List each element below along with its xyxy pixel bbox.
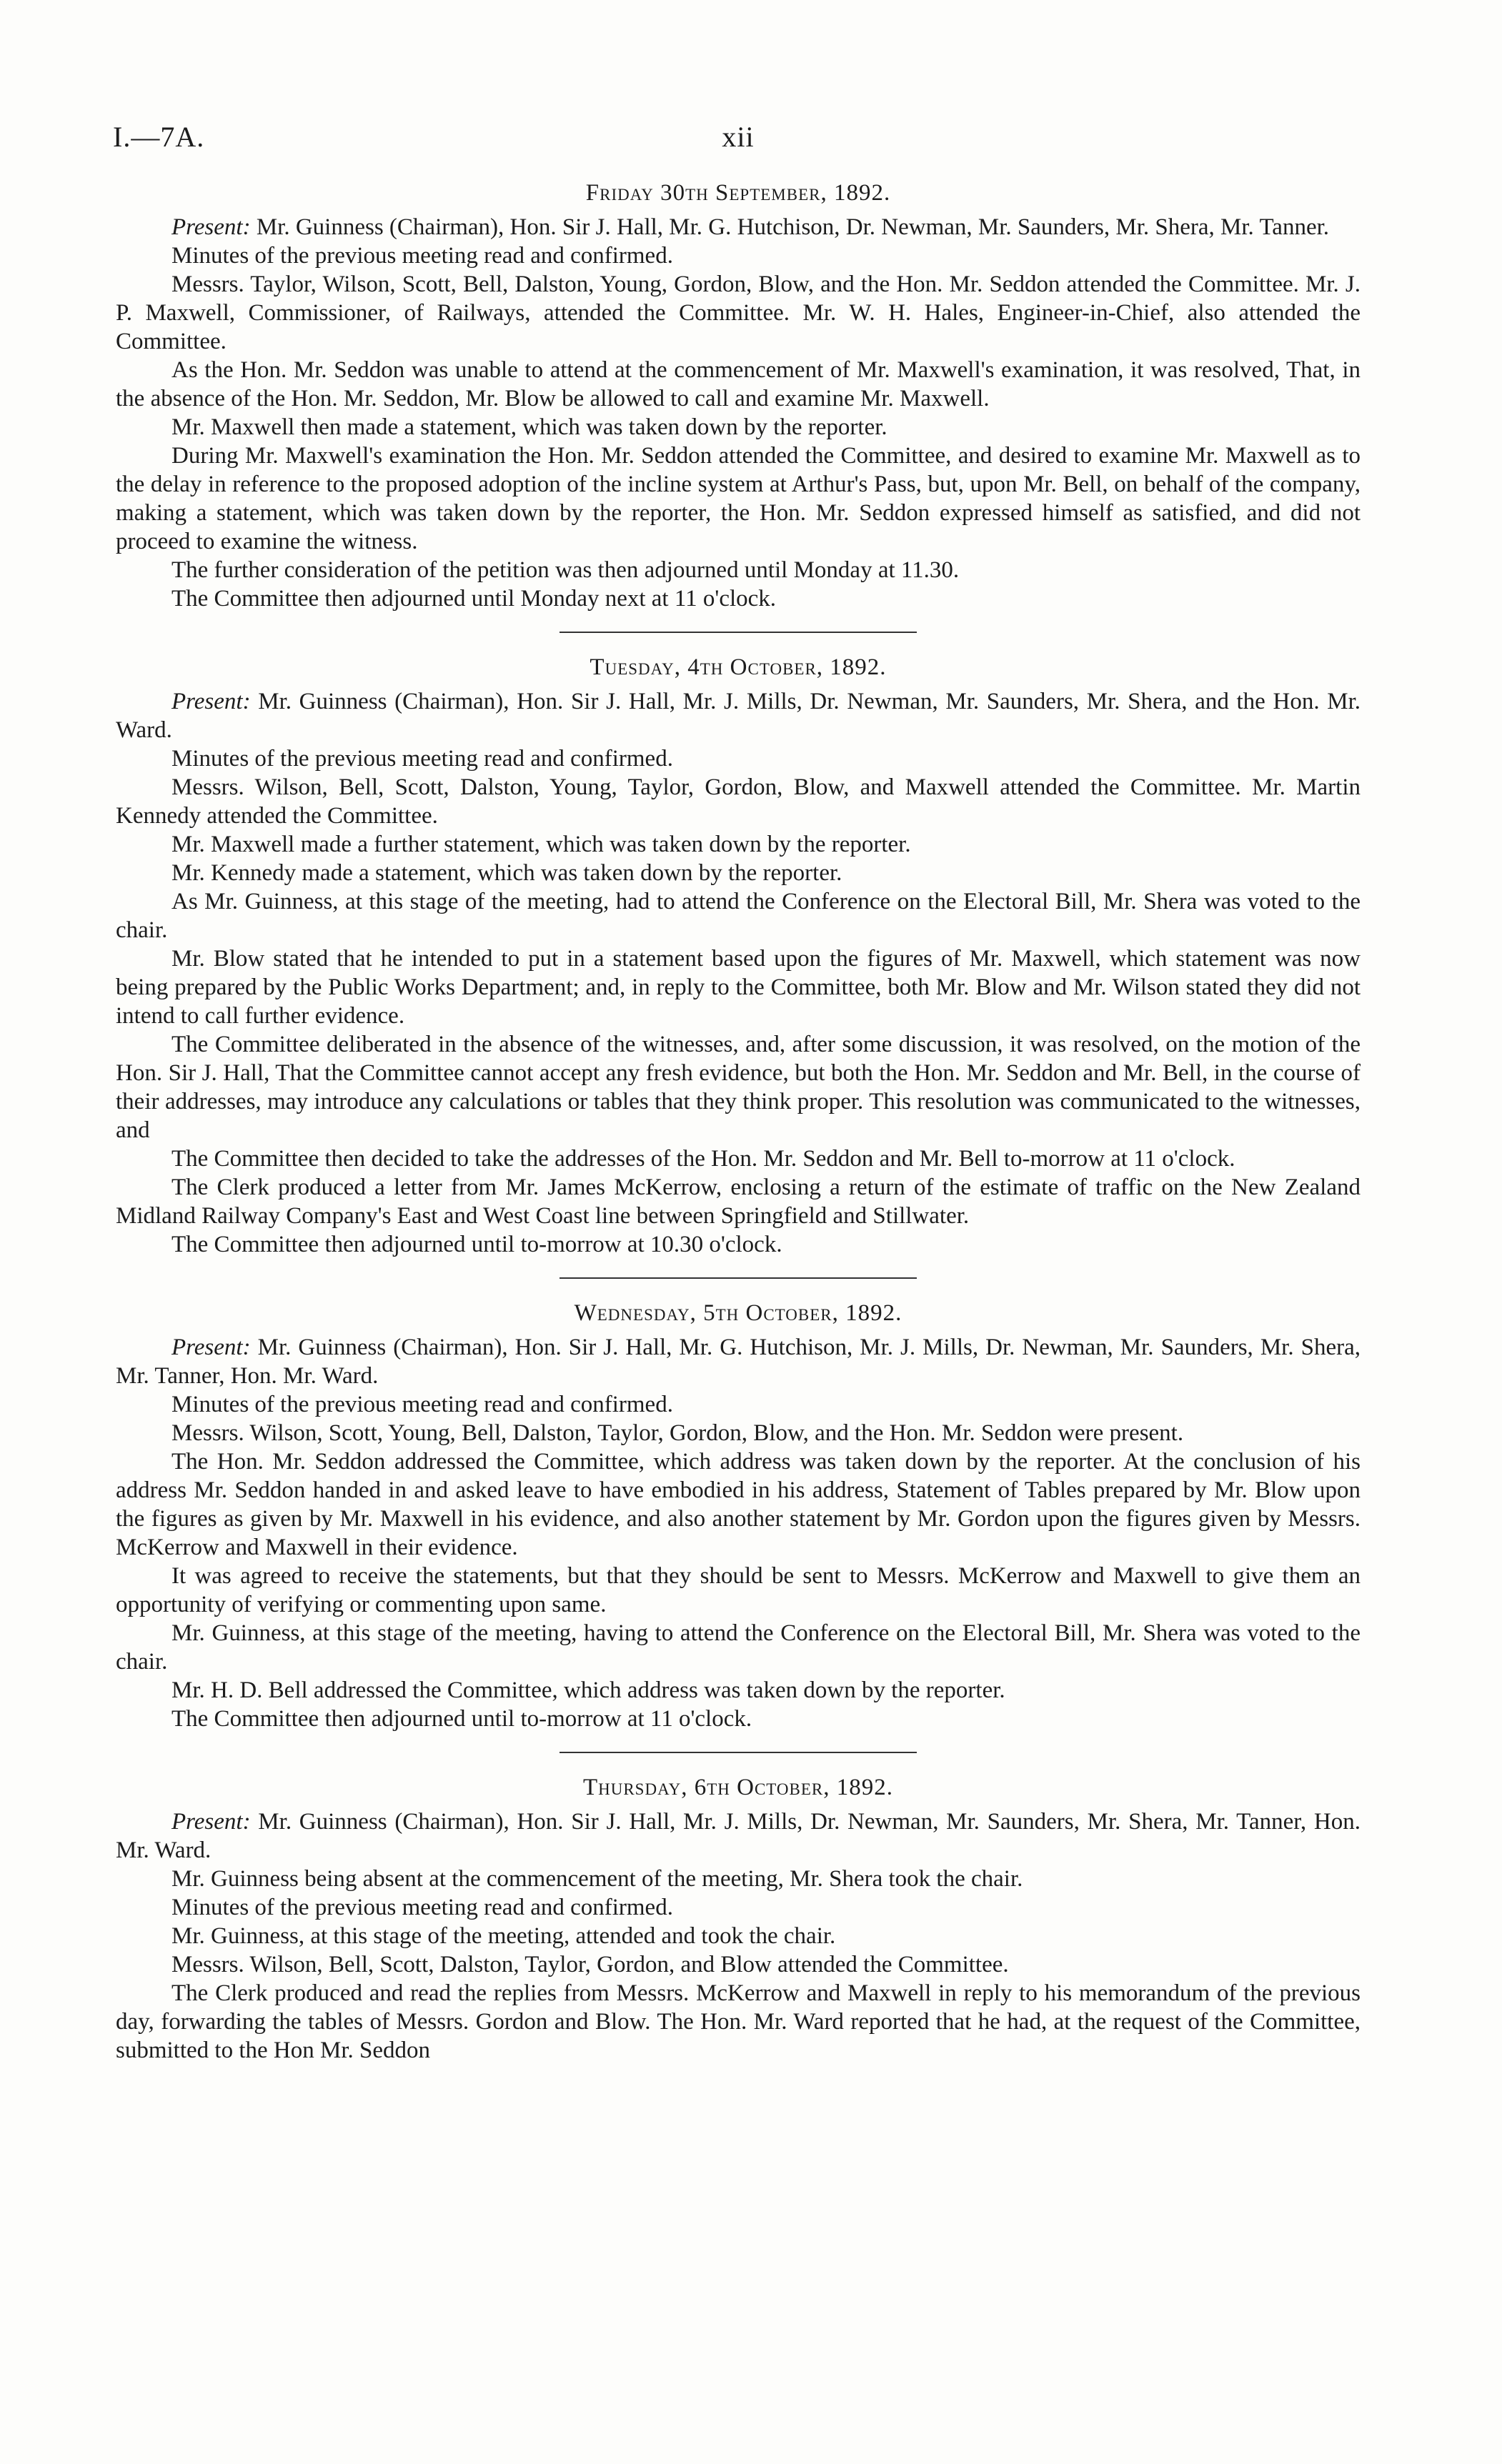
present-line: [116, 687, 1361, 744]
minutes-paragraph: Messrs. Wilson, Bell, Scott, Dalston, Taylor, Gordon, and Blow attended the Committee.: [171, 1952, 1009, 1977]
minutes-paragraph: The Committee deliberated in the absence of the witnesses, and, after some discussion, it was resolved, on the motion of the Hon. Sir J. Hall, That the Committee cannot accept any fresh evidence, but both the Hon. Mr. Seddon and Mr. Bell, in the course of their addresses, may introduce any calculations or tables that they think proper. This resolution was communicated to the witnesses, and: [116, 1032, 1361, 1143]
minutes-section-thursday: [116, 1773, 1361, 2065]
minutes-paragraph: Mr. Maxwell made a further statement, which was taken down by the reporter.: [171, 832, 911, 857]
minutes-section-wednesday: [116, 1299, 1361, 1733]
present-line: [116, 1807, 1361, 1865]
minutes-paragraph: Messrs. Wilson, Bell, Scott, Dalston, Young, Taylor, Gordon, Blow, and Maxwell attended the Committee. Mr. Martin Kennedy attended the Committee.: [116, 774, 1361, 829]
present-members: Mr. Guinness (Chairman), Hon. Sir J. Hall, Mr. J. Mills, Dr. Newman, Mr. Saunders, Mr. Shera, Mr. Tanner, Hon. Mr. Ward.: [116, 1809, 1361, 1863]
present-label: Present:: [171, 1335, 251, 1360]
minutes-paragraph: As the Hon. Mr. Seddon was unable to attend at the commencement of Mr. Maxwell's examination, it was resolved, That, in the absence of the Hon. Mr. Seddon, Mr. Blow be allowed to call and examine Mr. Maxwell.: [116, 357, 1361, 412]
present-label: Present:: [171, 214, 251, 240]
minutes-paragraph: Mr. Maxwell then made a statement, which was taken down by the reporter.: [171, 414, 887, 440]
present-members: Mr. Guinness (Chairman), Hon. Sir J. Hall, Mr. G. Hutchison, Dr. Newman, Mr. Saunders, Mr. Shera, Mr. Tanner.: [250, 214, 1330, 240]
minutes-body: [116, 179, 1361, 2065]
minutes-paragraph: Minutes of the previous meeting read and confirmed.: [171, 746, 673, 772]
present-label: Present:: [171, 1809, 251, 1835]
minutes-paragraph: As Mr. Guinness, at this stage of the meeting, had to attend the Conference on the Electoral Bill, Mr. Shera was voted to the chair.: [116, 889, 1361, 943]
minutes-paragraph: Minutes of the previous meeting read and confirmed.: [171, 1895, 673, 1920]
minutes-paragraph: The further consideration of the petition was then adjourned until Monday at 11.30.: [171, 557, 960, 583]
present-line: [116, 1333, 1361, 1390]
minutes-section-tuesday: [116, 653, 1361, 1259]
section-date-heading: Tuesday, 4th October, 1892.: [590, 654, 887, 680]
minutes-paragraph: The Committee then adjourned until Monday next at 11 o'clock.: [171, 586, 777, 612]
section-date-heading: Friday 30th September, 1892.: [585, 180, 891, 206]
minutes-paragraph: During Mr. Maxwell's examination the Hon. Mr. Seddon attended the Committee, and desired to examine Mr. Maxwell as to the delay in reference to the proposed adoption of the incline system at Arthur's Pass, but, upon Mr. Bell, on behalf of the company, making a statement, which was taken down by the reporter, the Hon. Mr. Seddon expressed himself as satisfied, and did not proceed to examine the witness.: [116, 443, 1361, 554]
minutes-paragraph: Messrs. Wilson, Scott, Young, Bell, Dalston, Taylor, Gordon, Blow, and the Hon. Mr. Seddon were present.: [171, 1420, 1184, 1446]
present-line: [116, 213, 1361, 241]
minutes-paragraph: Mr. H. D. Bell addressed the Committee, which address was taken down by the reporter.: [171, 1677, 1005, 1703]
minutes-paragraph: Minutes of the previous meeting read and confirmed.: [171, 1392, 673, 1417]
minutes-paragraph: It was agreed to receive the statements, but that they should be sent to Messrs. McKerrow and Maxwell to give them an opportunity of verifying or commenting upon same.: [116, 1563, 1361, 1617]
minutes-section-friday: [116, 179, 1361, 613]
present-label: Present:: [171, 689, 251, 714]
minutes-paragraph: Minutes of the previous meeting read and confirmed.: [171, 243, 673, 269]
section-date-heading: Wednesday, 5th October, 1892.: [574, 1300, 902, 1326]
minutes-paragraph: Mr. Guinness, at this stage of the meeting, attended and took the chair.: [171, 1923, 836, 1949]
minutes-paragraph: The Clerk produced and read the replies from Messrs. McKerrow and Maxwell in reply to his memorandum of the previous day, forwarding the tables of Messrs. Gordon and Blow. The Hon. Mr. Ward reported that he had, at the request of the Committee, submitted to the Hon Mr. Seddon: [116, 1980, 1361, 2063]
minutes-paragraph: Mr. Guinness, at this stage of the meeting, having to attend the Conference on the Electoral Bill, Mr. Shera was voted to the chair.: [116, 1620, 1361, 1675]
minutes-paragraph: Mr. Kennedy made a statement, which was taken down by the reporter.: [171, 860, 842, 886]
minutes-paragraph: The Committee then decided to take the addresses of the Hon. Mr. Seddon and Mr. Bell to-morrow at 11 o'clock.: [171, 1146, 1235, 1172]
section-divider: [559, 632, 917, 633]
section-date-heading: Thursday, 6th October, 1892.: [582, 1775, 894, 1800]
present-members: Mr. Guinness (Chairman), Hon. Sir J. Hall, Mr. J. Mills, Dr. Newman, Mr. Saunders, Mr. Shera, and the Hon. Mr. Ward.: [116, 689, 1361, 743]
present-members: Mr. Guinness (Chairman), Hon. Sir J. Hall, Mr. G. Hutchison, Mr. J. Mills, Dr. Newman, Mr. Saunders, Mr. Shera, Mr. Tanner, Hon. Mr. Ward.: [116, 1335, 1361, 1389]
minutes-paragraph: The Committee then adjourned until to-morrow at 11 o'clock.: [171, 1706, 752, 1732]
minutes-paragraph: The Committee then adjourned until to-morrow at 10.30 o'clock.: [171, 1232, 782, 1257]
page-number: xii: [722, 121, 755, 153]
section-divider: [559, 1752, 917, 1753]
paper-reference: I.—7A.: [113, 121, 205, 153]
minutes-paragraph: Messrs. Taylor, Wilson, Scott, Bell, Dalston, Young, Gordon, Blow, and the Hon. Mr. Seddon attended the Committee. Mr. J. P. Maxwell, Commissioner, of Railways, attended the Committee. Mr. W. H. Hales, Engineer-in-Chief, also attended the Committee.: [116, 271, 1361, 354]
minutes-paragraph: The Hon. Mr. Seddon addressed the Committee, which address was taken down by the reporter. At the conclusion of his address Mr. Seddon handed in and asked leave to have embodied in his address, Statement of Tables prepared by Mr. Blow upon the figures as given by Mr. Maxwell in his evidence, and also another statement by Mr. Gordon upon the figures given by Messrs. McKerrow and Maxwell in their evidence.: [116, 1449, 1361, 1560]
minutes-paragraph: The Clerk produced a letter from Mr. James McKerrow, enclosing a return of the estimate of traffic on the New Zealand Midland Railway Company's East and West Coast line between Springfield and Stillwater.: [116, 1174, 1361, 1229]
section-divider: [559, 1277, 917, 1279]
minutes-paragraph: Mr. Blow stated that he intended to put in a statement based upon the figures of Mr. Maxwell, which statement was now being prepared by the Public Works Department; and, in reply to the Committee, both Mr. Blow and Mr. Wilson stated they did not intend to call further evidence.: [116, 946, 1361, 1029]
page-header: [113, 120, 1361, 163]
minutes-paragraph: Mr. Guinness being absent at the commencement of the meeting, Mr. Shera took the chair.: [171, 1866, 1023, 1892]
